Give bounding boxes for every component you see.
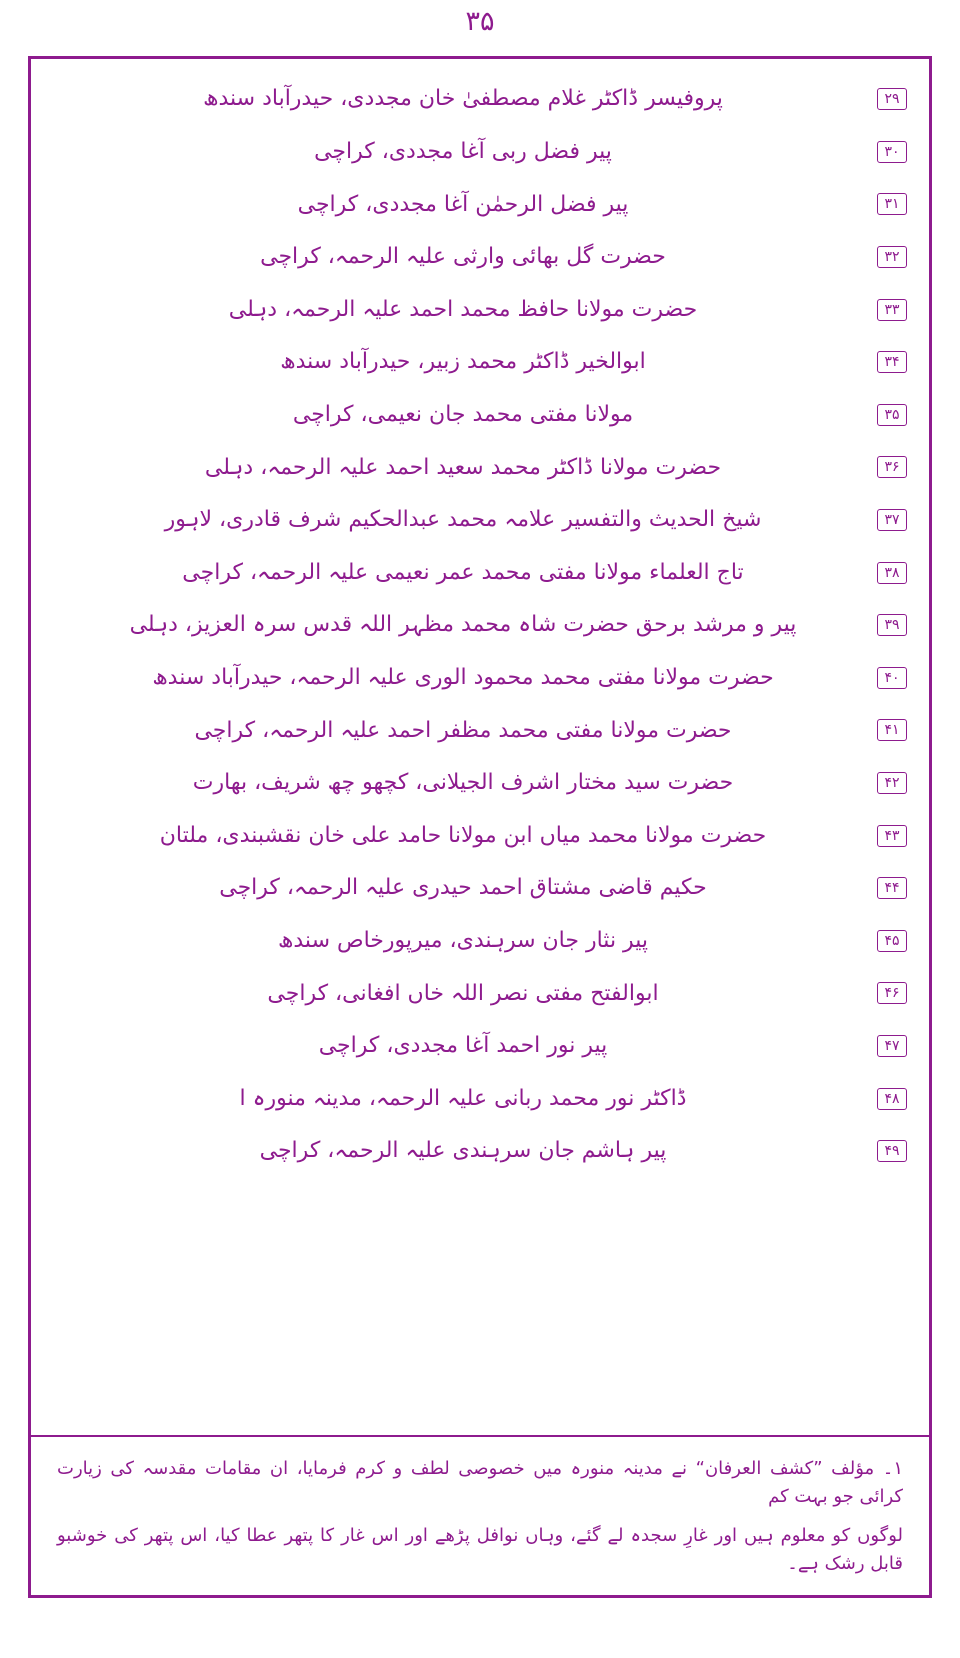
item-number-badge: ۳۰ [877, 141, 907, 163]
list-item [53, 494, 907, 547]
item-number-badge: ۳۷ [877, 509, 907, 531]
list-item [53, 915, 907, 968]
item-text: ڈاکٹر نور محمد ربانی علیہ الرحمہ، مدینہ منورہ ا [239, 1085, 687, 1111]
page-number: ۳۵ [465, 6, 495, 37]
item-number-badge: ۲۹ [877, 88, 907, 110]
list-item [53, 126, 907, 179]
item-text: حضرت گل بھائی وارثی علیہ الرحمہ، کراچی [260, 244, 666, 270]
item-text: حضرت سید مختار اشرف الجیلانی، کچھو چھ شریف، بھارت [192, 770, 734, 796]
item-number-badge: ۴۸ [877, 1088, 907, 1110]
footnote-divider [31, 1435, 929, 1437]
numbered-list [31, 59, 929, 1437]
item-number-badge: ۳۶ [877, 456, 907, 478]
list-item [53, 283, 907, 336]
item-number-badge: ۴۳ [877, 825, 907, 847]
footnote-block [31, 1439, 929, 1595]
item-number-badge: ۳۸ [877, 562, 907, 584]
item-text: پیر فضل الرحمٰن آغا مجددی، کراچی [297, 191, 629, 217]
item-number-badge: ۳۳ [877, 299, 907, 321]
list-item [53, 1020, 907, 1073]
item-number-badge: ۴۰ [877, 667, 907, 689]
content-frame [28, 56, 932, 1598]
list-item [53, 757, 907, 810]
list-item [53, 231, 907, 284]
item-number-badge: ۳۲ [877, 246, 907, 268]
item-text: حکیم قاضی مشتاق احمد حیدری علیہ الرحمہ، کراچی [219, 875, 707, 901]
list-item [53, 178, 907, 231]
item-number-badge: ۴۷ [877, 1035, 907, 1057]
item-number-badge: ۳۱ [877, 193, 907, 215]
list-item [53, 73, 907, 126]
item-number-badge: ۴۲ [877, 772, 907, 794]
item-text: پیر و مرشد برحق حضرت شاہ محمد مظہر اللہ قدس سرہ العزیز، دہلی [129, 612, 797, 638]
list-item [53, 704, 907, 757]
item-number-badge: ۳۵ [877, 404, 907, 426]
item-text: پیر ہاشم جان سرہندی علیہ الرحمہ، کراچی [259, 1138, 667, 1164]
item-text: حضرت مولانا مفتی محمد مظفر احمد علیہ الرحمہ، کراچی [194, 717, 732, 743]
item-text: حضرت مولانا ڈاکٹر محمد سعید احمد علیہ الرحمہ، دہلی [204, 454, 722, 480]
list-item [53, 599, 907, 652]
item-text: شیخ الحدیث والتفسیر علامہ محمد عبدالحکیم شرف قادری، لاہور [164, 507, 762, 533]
list-item [53, 809, 907, 862]
item-number-badge: ۳۴ [877, 351, 907, 373]
item-text: تاج العلماء مولانا مفتی محمد عمر نعیمی علیہ الرحمہ، کراچی [182, 559, 744, 585]
item-text: حضرت مولانا محمد میاں ابن مولانا حامد علی خان نقشبندی، ملتان [159, 822, 767, 848]
item-number-badge: ۴۶ [877, 982, 907, 1004]
item-text: ابوالخیر ڈاکٹر محمد زبیر، حیدرآباد سندھ [280, 349, 646, 375]
item-number-badge: ۳۹ [877, 614, 907, 636]
list-item [53, 652, 907, 705]
item-number-badge: ۴۵ [877, 930, 907, 952]
list-item [53, 862, 907, 915]
list-item [53, 1125, 907, 1178]
item-text: حضرت مولانا حافظ محمد احمد علیہ الرحمہ، دہلی [228, 296, 698, 322]
item-number-badge: ۴۱ [877, 719, 907, 741]
list-item [53, 1072, 907, 1125]
item-text: ابوالفتح مفتی نصر اللہ خاں افغانی، کراچی [267, 980, 659, 1006]
footnote-line-2: لوگوں کو معلوم ہیں اور غارِ سجدہ لے گئے، وہاں نوافل پڑھے اور اس غار کا پتھر عطا کیا، اس پتھر کی خوشبو قابل رشک ہے۔ [57, 1524, 903, 1574]
item-text: پیر فضل ربی آغا مجددی، کراچی [314, 139, 612, 165]
list-item [53, 389, 907, 442]
item-text: پروفیسر ڈاکٹر غلام مصطفیٰ خان مجددی، حیدرآباد سندھ [203, 86, 723, 112]
item-number-badge: ۴۹ [877, 1140, 907, 1162]
footnote-line-1: ۱۔ مؤلف ”کشف العرفان“ نے مدینہ منورہ میں خصوصی لطف و کرم فرمایا، ان مقامات مقدسہ کی زیارت کرائی جو بہت کم [57, 1458, 903, 1507]
item-number-badge: ۴۴ [877, 877, 907, 899]
item-text: حضرت مولانا مفتی محمد محمود الوری علیہ الرحمہ، حیدرآباد سندھ [152, 664, 774, 690]
item-text: مولانا مفتی محمد جان نعیمی، کراچی [292, 402, 634, 428]
item-text: پیر نثار جان سرہندی، میرپورخاص سندھ [278, 927, 648, 953]
list-item [53, 967, 907, 1020]
list-item [53, 441, 907, 494]
list-item [53, 546, 907, 599]
item-text: پیر نور احمد آغا مجددی، کراچی [318, 1033, 608, 1059]
list-item [53, 336, 907, 389]
